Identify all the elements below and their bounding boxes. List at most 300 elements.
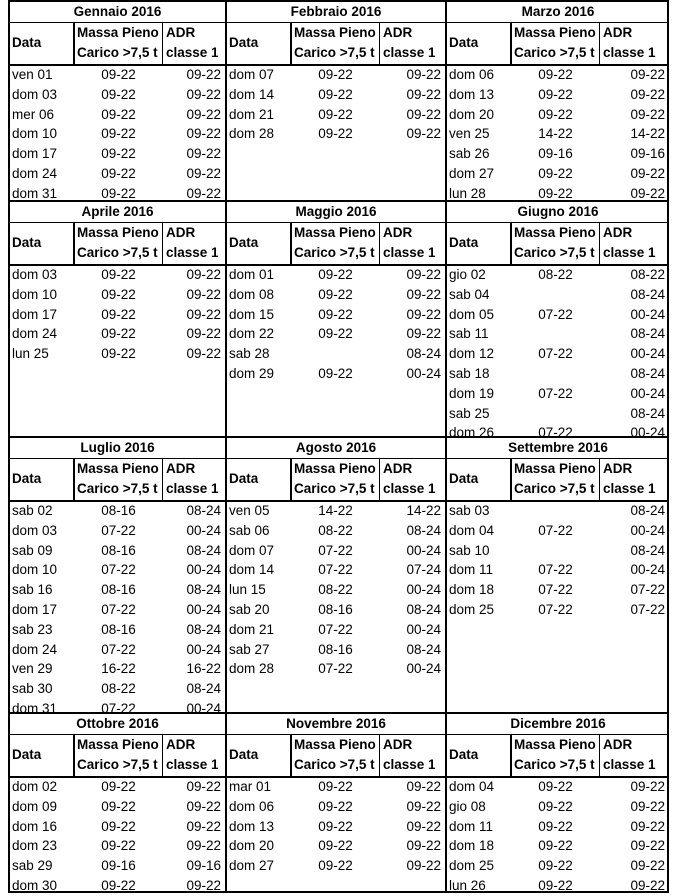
- header-mass-line2: Carico >7,5 t: [294, 481, 375, 496]
- mass-cell: 07-22: [101, 601, 136, 617]
- date-cell: dom 25: [449, 601, 495, 617]
- adr-cell: 09-22: [406, 286, 441, 302]
- table-row: [447, 501, 669, 521]
- table-row: [10, 876, 225, 896]
- header-mass-line1: Massa Pieno: [514, 461, 596, 476]
- date-cell: lun 28: [449, 185, 486, 201]
- date-cell: dom 28: [229, 661, 275, 677]
- header-adr-line2: classe 1: [383, 245, 436, 260]
- date-cell: dom 17: [12, 306, 58, 322]
- table-body: [227, 265, 445, 436]
- header-mass: [511, 734, 600, 776]
- table-body: [10, 265, 225, 436]
- header-mass-line2: Carico >7,5 t: [294, 245, 375, 260]
- header-adr-line2: classe 1: [603, 245, 656, 260]
- adr-cell: 09-22: [186, 779, 221, 794]
- table-row: [447, 856, 669, 876]
- adr-cell: 07-22: [630, 582, 665, 598]
- adr-cell: 08-24: [186, 621, 221, 637]
- table-header: [10, 734, 225, 778]
- header-date: Data: [10, 458, 74, 500]
- date-cell: sab 20: [229, 601, 270, 617]
- date-cell: sab 16: [12, 582, 53, 598]
- adr-cell: 00-24: [186, 601, 221, 617]
- header-mass: [291, 734, 380, 776]
- column-divider: [74, 222, 75, 264]
- mass-cell: 14-22: [318, 503, 353, 518]
- header-mass-line1: Massa Pieno: [514, 225, 596, 240]
- adr-cell: 07-24: [406, 562, 441, 578]
- mass-cell: 09-22: [101, 86, 136, 102]
- table-row: [447, 124, 669, 144]
- adr-cell: 09-22: [406, 858, 441, 874]
- adr-cell: 00-24: [630, 425, 665, 441]
- table-row: [10, 817, 225, 837]
- mass-cell: 09-22: [318, 286, 353, 302]
- table-row: [10, 856, 225, 876]
- adr-cell: 00-24: [630, 306, 665, 322]
- table-row: [227, 501, 445, 521]
- adr-cell: 00-24: [630, 346, 665, 362]
- date-cell: dom 24: [12, 165, 58, 181]
- mass-cell: 09-22: [318, 126, 353, 142]
- table-row: [10, 305, 225, 325]
- header-date: Data: [10, 22, 74, 64]
- table-row: [10, 85, 225, 105]
- mass-cell: 09-22: [538, 106, 573, 122]
- header-adr-line2: classe 1: [166, 481, 219, 496]
- adr-cell: 08-24: [630, 503, 665, 518]
- mass-cell: 08-22: [538, 267, 573, 282]
- mass-cell: 09-22: [101, 346, 136, 362]
- mass-cell: 09-22: [101, 779, 136, 794]
- table-row: [10, 600, 225, 620]
- header-mass-line2: Carico >7,5 t: [294, 757, 375, 772]
- month-title: Novembre 2016: [227, 714, 445, 735]
- adr-cell: 00-24: [406, 582, 441, 598]
- table-body: [10, 777, 225, 893]
- date-cell: dom 19: [449, 385, 495, 401]
- date-cell: dom 18: [449, 838, 495, 854]
- table-header: [447, 222, 669, 266]
- mass-cell: 09-22: [101, 165, 136, 181]
- table-row: [10, 541, 225, 561]
- month-table-5: [447, 202, 669, 441]
- adr-cell: 08-24: [406, 346, 441, 362]
- header-mass-line1: Massa Pieno: [294, 225, 376, 240]
- table-row: [447, 305, 669, 325]
- table-body: [227, 777, 445, 893]
- date-cell: mar 01: [229, 779, 272, 794]
- table-row: [10, 265, 225, 285]
- date-cell: dom 21: [229, 621, 275, 637]
- header-date: Data: [447, 22, 511, 64]
- mass-cell: 07-22: [538, 562, 573, 578]
- date-cell: dom 20: [229, 838, 275, 854]
- date-cell: dom 07: [229, 542, 275, 558]
- header-adr-line1: ADR: [383, 461, 413, 476]
- header-mass: [511, 458, 600, 500]
- table-header: [10, 22, 225, 66]
- mass-cell: 09-22: [101, 146, 136, 162]
- column-divider: [511, 458, 512, 500]
- adr-cell: 08-24: [406, 522, 441, 538]
- adr-cell: 09-22: [186, 67, 221, 82]
- header-date: Data: [10, 222, 74, 264]
- header-date: Data: [227, 458, 291, 500]
- mass-cell: 08-22: [318, 522, 353, 538]
- mass-cell: 08-16: [318, 601, 353, 617]
- header-adr-line1: ADR: [603, 461, 633, 476]
- adr-cell: 09-22: [186, 106, 221, 122]
- adr-cell: 08-24: [406, 601, 441, 617]
- table-row: [227, 797, 445, 817]
- date-cell: dom 14: [229, 562, 275, 578]
- table-header: [10, 458, 225, 502]
- header-mass: [74, 458, 163, 500]
- table-row: [10, 679, 225, 699]
- date-cell: dom 10: [12, 286, 58, 302]
- mass-cell: 07-22: [101, 641, 136, 657]
- adr-cell: 00-24: [406, 542, 441, 558]
- adr-cell: 09-22: [630, 86, 665, 102]
- header-mass-line2: Carico >7,5 t: [514, 481, 595, 496]
- adr-cell: 09-22: [630, 877, 665, 893]
- table-header: [227, 458, 445, 502]
- table-body: [447, 265, 669, 441]
- mass-cell: 09-22: [318, 267, 353, 282]
- mass-cell: 09-22: [101, 106, 136, 122]
- header-adr-line1: ADR: [603, 737, 633, 752]
- date-cell: dom 31: [12, 185, 58, 201]
- date-cell: dom 31: [12, 700, 58, 716]
- mass-cell: 07-22: [318, 621, 353, 637]
- header-adr-line1: ADR: [166, 461, 196, 476]
- table-row: [227, 620, 445, 640]
- mass-cell: 07-22: [101, 562, 136, 578]
- date-cell: dom 02: [12, 779, 58, 794]
- header-mass-line1: Massa Pieno: [77, 737, 159, 752]
- date-cell: sab 28: [229, 346, 270, 362]
- adr-cell: 16-22: [186, 661, 221, 677]
- table-body: [10, 65, 225, 200]
- month-table-7: [227, 438, 447, 714]
- adr-cell: 09-22: [186, 877, 221, 893]
- table-body: [447, 501, 669, 712]
- month-title: Marzo 2016: [447, 2, 669, 23]
- adr-cell: 09-16: [630, 146, 665, 162]
- header-mass-line2: Carico >7,5 t: [77, 45, 158, 60]
- date-cell: sab 27: [229, 641, 270, 657]
- month-table-3: [10, 202, 227, 438]
- column-divider: [291, 458, 292, 500]
- table-header: [227, 734, 445, 778]
- table-row: [447, 65, 669, 85]
- mass-cell: 09-22: [538, 858, 573, 874]
- header-adr: [163, 734, 225, 776]
- header-adr-line1: ADR: [383, 25, 413, 40]
- mass-cell: 09-22: [318, 798, 353, 814]
- column-divider: [511, 22, 512, 64]
- adr-cell: 00-24: [186, 700, 221, 716]
- date-cell: dom 17: [12, 601, 58, 617]
- column-divider: [511, 734, 512, 776]
- table-row: [447, 344, 669, 364]
- table-header: [447, 734, 669, 778]
- header-mass: [291, 222, 380, 264]
- table-row: [227, 659, 445, 679]
- column-divider: [74, 458, 75, 500]
- month-table-6: [10, 438, 227, 714]
- adr-cell: 09-22: [186, 165, 221, 181]
- mass-cell: 09-22: [101, 877, 136, 893]
- header-mass-line2: Carico >7,5 t: [514, 45, 595, 60]
- mass-cell: 09-22: [318, 106, 353, 122]
- date-cell: sab 18: [449, 365, 490, 381]
- table-row: [447, 164, 669, 184]
- date-cell: dom 10: [12, 562, 58, 578]
- adr-cell: 08-24: [630, 405, 665, 421]
- table-body: [227, 65, 445, 200]
- adr-cell: 09-22: [186, 267, 221, 282]
- adr-cell: 09-16: [186, 858, 221, 874]
- table-row: [10, 164, 225, 184]
- header-adr-line2: classe 1: [166, 245, 219, 260]
- mass-cell: 08-16: [101, 503, 136, 518]
- column-divider: [74, 734, 75, 776]
- table-row: [447, 384, 669, 404]
- mass-cell: 09-22: [101, 326, 136, 342]
- table-row: [447, 85, 669, 105]
- table-row: [227, 65, 445, 85]
- table-row: [10, 659, 225, 679]
- header-adr: [163, 22, 225, 64]
- adr-cell: 09-22: [630, 798, 665, 814]
- mass-cell: 08-16: [101, 582, 136, 598]
- date-cell: ven 25: [449, 126, 490, 142]
- header-adr-line1: ADR: [603, 225, 633, 240]
- mass-cell: 08-16: [318, 641, 353, 657]
- date-cell: gio 02: [449, 267, 486, 282]
- table-row: [227, 836, 445, 856]
- date-cell: dom 20: [449, 106, 495, 122]
- table-body: [10, 501, 225, 716]
- mass-cell: 09-22: [101, 126, 136, 142]
- date-cell: sab 06: [229, 522, 270, 538]
- date-cell: dom 27: [449, 165, 495, 181]
- mass-cell: 09-22: [538, 818, 573, 834]
- month-table-8: [447, 438, 669, 714]
- month-table-10: [227, 714, 447, 893]
- table-row: [447, 541, 669, 561]
- adr-cell: 09-22: [406, 86, 441, 102]
- header-adr-line2: classe 1: [603, 481, 656, 496]
- mass-cell: 09-16: [101, 858, 136, 874]
- header-mass-line1: Massa Pieno: [77, 225, 159, 240]
- mass-cell: 07-22: [318, 542, 353, 558]
- adr-cell: 09-22: [630, 67, 665, 82]
- date-cell: sab 26: [449, 146, 490, 162]
- date-cell: sab 09: [12, 542, 53, 558]
- header-adr-line2: classe 1: [383, 481, 436, 496]
- date-cell: dom 25: [449, 858, 495, 874]
- date-cell: sab 29: [12, 858, 53, 874]
- mass-cell: 09-22: [318, 365, 353, 381]
- date-cell: dom 04: [449, 779, 495, 794]
- header-mass-line2: Carico >7,5 t: [77, 481, 158, 496]
- date-cell: sab 02: [12, 503, 53, 518]
- mass-cell: 08-16: [101, 542, 136, 558]
- header-date: Data: [227, 734, 291, 776]
- header-adr: [600, 22, 669, 64]
- adr-cell: 14-22: [630, 126, 665, 142]
- header-adr-line2: classe 1: [166, 757, 219, 772]
- table-row: [10, 184, 225, 204]
- header-date: Data: [227, 222, 291, 264]
- table-row: [10, 640, 225, 660]
- table-row: [447, 105, 669, 125]
- mass-cell: 09-22: [101, 798, 136, 814]
- header-adr-line2: classe 1: [603, 45, 656, 60]
- mass-cell: 07-22: [538, 385, 573, 401]
- header-adr: [380, 458, 445, 500]
- date-cell: dom 11: [449, 818, 494, 834]
- mass-cell: 08-22: [101, 681, 136, 697]
- date-cell: dom 06: [229, 798, 275, 814]
- mass-cell: 07-22: [538, 582, 573, 598]
- date-cell: dom 21: [229, 106, 275, 122]
- month-title: Aprile 2016: [10, 202, 225, 223]
- table-header: [10, 222, 225, 266]
- mass-cell: 09-22: [101, 818, 136, 834]
- table-row: [227, 600, 445, 620]
- date-cell: sab 10: [449, 542, 490, 558]
- adr-cell: 09-22: [406, 306, 441, 322]
- header-mass: [291, 458, 380, 500]
- table-row: [227, 856, 445, 876]
- header-mass-line2: Carico >7,5 t: [514, 757, 595, 772]
- table-row: [10, 285, 225, 305]
- date-cell: sab 03: [449, 503, 490, 518]
- header-mass-line1: Massa Pieno: [294, 25, 376, 40]
- mass-cell: 09-22: [318, 306, 353, 322]
- adr-cell: 08-24: [630, 542, 665, 558]
- adr-cell: 08-24: [186, 582, 221, 598]
- table-body: [447, 777, 669, 893]
- adr-cell: 00-24: [186, 641, 221, 657]
- table-row: [10, 797, 225, 817]
- header-adr-line1: ADR: [166, 737, 196, 752]
- header-adr: [380, 22, 445, 64]
- adr-cell: 08-24: [406, 641, 441, 657]
- adr-cell: 09-22: [630, 106, 665, 122]
- table-header: [447, 22, 669, 66]
- month-title: Maggio 2016: [227, 202, 445, 223]
- adr-cell: 00-24: [630, 522, 665, 538]
- table-row: [227, 364, 445, 384]
- table-row: [447, 836, 669, 856]
- header-date: Data: [227, 22, 291, 64]
- adr-cell: 09-22: [186, 306, 221, 322]
- table-row: [10, 144, 225, 164]
- adr-cell: 08-24: [630, 286, 665, 302]
- table-row: [447, 364, 669, 384]
- mass-cell: 09-22: [318, 838, 353, 854]
- mass-cell: 07-22: [538, 306, 573, 322]
- date-cell: dom 23: [12, 838, 58, 854]
- header-adr-line1: ADR: [383, 737, 413, 752]
- table-row: [227, 305, 445, 325]
- header-adr-line1: ADR: [383, 225, 413, 240]
- date-cell: dom 18: [449, 582, 495, 598]
- month-title: Febbraio 2016: [227, 2, 445, 23]
- adr-cell: 09-22: [186, 346, 221, 362]
- mass-cell: 07-22: [538, 346, 573, 362]
- adr-cell: 09-22: [406, 126, 441, 142]
- header-adr-line1: ADR: [603, 25, 633, 40]
- mass-cell: 09-22: [538, 67, 573, 82]
- mass-cell: 09-22: [538, 838, 573, 854]
- table-row: [10, 560, 225, 580]
- adr-cell: 08-24: [186, 681, 221, 697]
- table-row: [447, 404, 669, 424]
- month-title: Ottobre 2016: [10, 714, 225, 735]
- date-cell: dom 04: [449, 522, 495, 538]
- table-row: [227, 541, 445, 561]
- date-cell: dom 13: [449, 86, 495, 102]
- mass-cell: 14-22: [538, 126, 573, 142]
- adr-cell: 14-22: [406, 503, 441, 518]
- header-mass: [511, 22, 600, 64]
- mass-cell: 09-22: [538, 877, 573, 893]
- column-divider: [291, 734, 292, 776]
- date-cell: sab 25: [449, 405, 490, 421]
- month-title: Gennaio 2016: [10, 2, 225, 23]
- header-adr: [163, 222, 225, 264]
- mass-cell: 09-22: [101, 267, 136, 282]
- table-row: [447, 144, 669, 164]
- adr-cell: 00-24: [186, 522, 221, 538]
- adr-cell: 09-22: [630, 838, 665, 854]
- adr-cell: 08-22: [630, 267, 665, 282]
- date-cell: sab 23: [12, 621, 53, 637]
- adr-cell: 09-22: [186, 818, 221, 834]
- table-row: [10, 105, 225, 125]
- header-mass-line1: Massa Pieno: [294, 737, 376, 752]
- header-adr-line2: classe 1: [166, 45, 219, 60]
- header-mass-line1: Massa Pieno: [77, 25, 159, 40]
- adr-cell: 09-22: [406, 838, 441, 854]
- mass-cell: 08-16: [101, 621, 136, 637]
- date-cell: dom 17: [12, 146, 58, 162]
- date-cell: dom 24: [12, 641, 58, 657]
- mass-cell: 09-22: [538, 165, 573, 181]
- date-cell: dom 22: [229, 326, 275, 342]
- adr-cell: 09-22: [406, 818, 441, 834]
- mass-cell: 16-22: [101, 661, 136, 677]
- table-row: [10, 521, 225, 541]
- date-cell: lun 15: [229, 582, 266, 598]
- date-cell: dom 11: [449, 562, 494, 578]
- mass-cell: 09-22: [538, 185, 573, 201]
- table-row: [447, 797, 669, 817]
- column-divider: [511, 222, 512, 264]
- mass-cell: 09-16: [538, 146, 573, 162]
- adr-cell: 09-22: [186, 838, 221, 854]
- table-row: [227, 124, 445, 144]
- header-mass-line2: Carico >7,5 t: [77, 757, 158, 772]
- month-title: Luglio 2016: [10, 438, 225, 459]
